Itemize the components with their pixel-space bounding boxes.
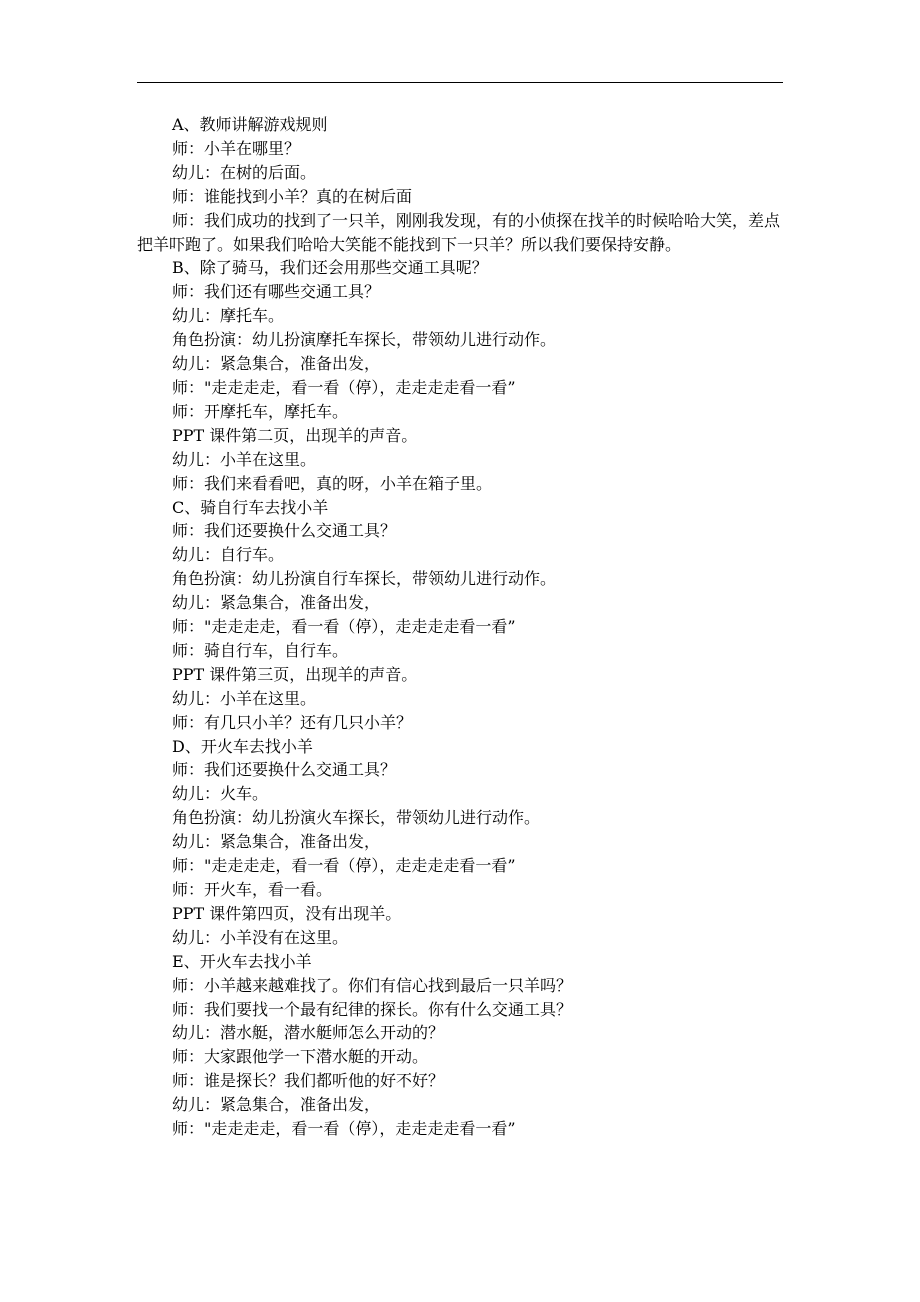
document-paragraph: 师：我们成功的找到了一只羊，刚刚我发现，有的小侦探在找羊的时候哈哈大笑，差点把羊吓跑了。如果我们哈哈大笑能不能找到下一只羊？所以我们要保持安静。 xyxy=(137,210,781,254)
document-paragraph: 师："走走走走，看一看（停），走走走走看一看” xyxy=(172,856,516,876)
document-paragraph: 幼儿：在树的后面。 xyxy=(172,162,317,182)
document-paragraph: 师：我们还有哪些交通工具？ xyxy=(172,282,381,302)
document-paragraph: 师：开火车，看一看。 xyxy=(172,880,333,899)
document-paragraph: PPT 课件第三页，出现羊的声音。 xyxy=(172,664,418,684)
document-paragraph: 幼儿：紧急集合，准备出发， xyxy=(172,832,381,852)
document-paragraph: A、教师讲解游戏规则 xyxy=(172,115,328,134)
document-paragraph: 师："走走走走，看一看（停），走走走走看一看” xyxy=(172,617,516,637)
document-paragraph: 师：有几只小羊？还有几只小羊？ xyxy=(172,712,413,732)
document-paragraph: 角色扮演：幼儿扮演自行车探长，带领幼儿进行动作。 xyxy=(172,569,557,589)
document-paragraph: 师：骑自行车，自行车。 xyxy=(172,640,349,660)
document-paragraph: E、开火车去找小羊 xyxy=(172,951,312,971)
document-paragraph: 师：我们要找一个最有纪律的探长。你有什么交通工具？ xyxy=(172,999,573,1019)
document-paragraph: PPT 课件第四页，没有出现羊。 xyxy=(172,903,402,923)
document-paragraph: C、骑自行车去找小羊 xyxy=(172,497,329,517)
document-paragraph: 幼儿：摩托车。 xyxy=(172,306,285,326)
document-paragraph: 师：我们还要换什么交通工具？ xyxy=(172,760,397,780)
document-paragraph: PPT 课件第二页，出现羊的声音。 xyxy=(172,425,418,445)
document-paragraph: B、除了骑马，我们还会用那些交通工具呢？ xyxy=(172,258,488,278)
document-paragraph: 幼儿：火车。 xyxy=(172,784,269,804)
document-paragraph: 师：大家跟他学一下潜水艇的开动。 xyxy=(172,1047,429,1067)
document-paragraph: 幼儿：小羊在这里。 xyxy=(172,449,317,469)
document-paragraph: 幼儿：紧急集合，准备出发， xyxy=(172,1095,381,1115)
document-paragraph: 师：谁是探长？我们都听他的好不好？ xyxy=(172,1071,445,1091)
document-paragraph: 幼儿：自行车。 xyxy=(172,545,285,565)
document-paragraph: 幼儿：潜水艇，潜水艇师怎么开动的？ xyxy=(172,1023,445,1043)
document-paragraph: 师：小羊在哪里？ xyxy=(172,138,301,158)
header-rule xyxy=(137,82,783,83)
document-paragraph: 幼儿：紧急集合，准备出发， xyxy=(172,354,381,374)
document-paragraph: 师：我们来看看吧，真的呀，小羊在箱子里。 xyxy=(172,473,493,493)
document-paragraph: 幼儿：紧急集合，准备出发， xyxy=(172,593,381,613)
document-body xyxy=(137,113,787,1141)
document-paragraph: 师：我们还要换什么交通工具？ xyxy=(172,521,397,541)
document-paragraph: 角色扮演：幼儿扮演火车探长，带领幼儿进行动作。 xyxy=(172,808,541,828)
document-paragraph: 角色扮演：幼儿扮演摩托车探长，带领幼儿进行动作。 xyxy=(172,330,557,350)
document-paragraph: 幼儿：小羊在这里。 xyxy=(172,688,317,708)
document-paragraph: 师："走走走走，看一看（停），走走走走看一看” xyxy=(172,377,516,397)
document-paragraph: 师：谁能找到小羊？真的在树后面 xyxy=(172,186,413,206)
document-paragraph: 师：小羊越来越难找了。你们有信心找到最后一只羊吗？ xyxy=(172,975,573,995)
document-paragraph: 师："走走走走，看一看（停），走走走走看一看” xyxy=(172,1119,516,1139)
document-paragraph: 幼儿：小羊没有在这里。 xyxy=(172,927,349,947)
document-paragraph: 师：开摩托车，摩托车。 xyxy=(172,401,349,421)
document-paragraph: D、开火车去找小羊 xyxy=(172,736,313,756)
